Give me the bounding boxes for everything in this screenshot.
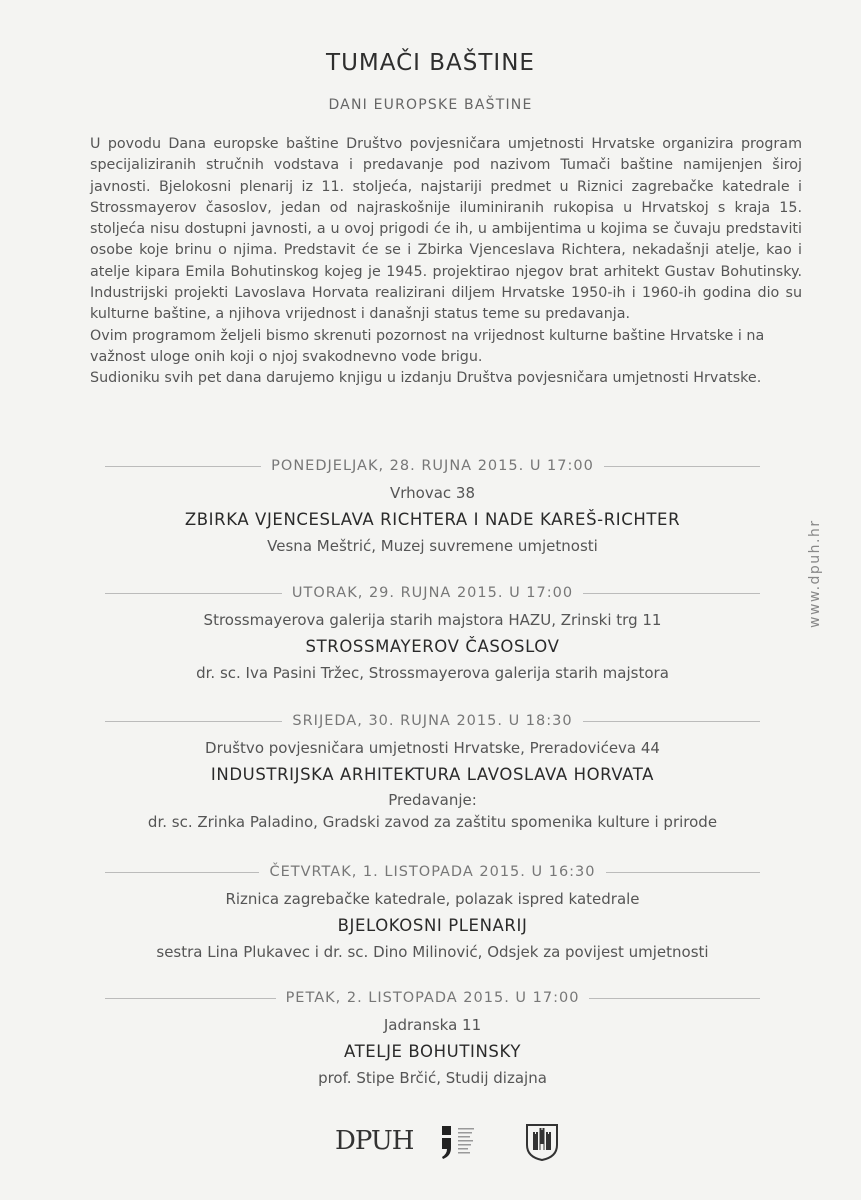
ministry-logo-mark: [440, 1122, 520, 1162]
event-speaker: dr. sc. Iva Pasini Tržec, Strossmayerova galerija starih majstora: [196, 664, 669, 682]
event-date-row: [105, 455, 760, 477]
event-date: PONEDJELJAK, 28. RUJNA 2015. U 17:00: [261, 455, 604, 477]
website-url: www.dpuh.hr: [807, 519, 823, 628]
intro-paragraph-2: Ovim programom željeli bismo skrenuti pozornost na vrijednost kulturne baštine Hrvatske i na važnost uloge onih koji o njoj svakodnevno vode brigu.: [90, 327, 765, 365]
event-location: Društvo povjesničara umjetnosti Hrvatske, Preradovićeva 44: [205, 739, 660, 757]
event-location: Riznica zagrebačke katedrale, polazak ispred katedrale: [225, 890, 640, 908]
event-speaker: dr. sc. Zrinka Paladino, Gradski zavod za zaštitu spomenika kulture i prirode: [147, 813, 718, 831]
event-1: [105, 455, 760, 556]
event-date-row: [105, 582, 760, 604]
event-note: Predavanje:: [388, 791, 477, 809]
event-speaker: sestra Lina Plukavec i dr. sc. Dino Milinović, Odsjek za povijest umjetnosti: [156, 943, 709, 961]
event-3: [105, 710, 760, 832]
event-speaker: Vesna Meštrić, Muzej suvremene umjetnosti: [267, 537, 598, 555]
event-title: INDUSTRIJSKA ARHITEKTURA LAVOSLAVA HORVATA: [210, 765, 655, 784]
event-date: SRIJEDA, 30. RUJNA 2015. U 18:30: [282, 710, 582, 732]
intro-paragraph-3: Sudioniku svih pet dana darujemo knjigu u izdanju Društva povjesničara umjetnosti Hrvatske.: [90, 370, 762, 387]
page-subtitle: DANI EUROPSKE BAŠTINE: [328, 97, 533, 113]
event-speaker: prof. Stipe Brčić, Studij dizajna: [318, 1069, 547, 1087]
event-date: UTORAK, 29. RUJNA 2015. U 17:00: [282, 582, 583, 604]
event-date-row: [105, 987, 760, 1009]
ministry-logo: [440, 1122, 520, 1166]
event-2: [105, 582, 760, 683]
zagreb-coat-of-arms-logo: [524, 1122, 560, 1166]
event-title: ATELJE BOHUTINSKY: [343, 1042, 521, 1061]
intro-paragraph-1: U povodu Dana europske baštine Društvo povjesničara umjetnosti Hrvatske organizira program specijaliziranih stručnih vodstava i predavanje pod nazivom Tumači baštine namijenjen široj javnosti. Bjelokosni plenarij iz 11. stoljeća, najstariji predmet u Riznici zagrebačke katedrale i Strossmayerov časoslov, jedan od najraskošnije iluminiranih rukopisa u Hrvatskoj s kraja 15. stoljeća nisu dostupni javnosti, a u ovoj prigodi će ih, u ambijentima u kojima se čuvaju predstaviti osobe koje brinu o njima. Predstavit će se i Zbirka Vjenceslava Richtera, nekadašnji atelje, kao i atelje kipara Emila Bohutinskog kojeg je 1945. projektirao njegov brat arhitekt Gustav Bohutinsky. Industrijski projekti Lavoslava Horvata realizirani diljem Hrvatske 1950-ih i 1960-ih godina dio su kulturne baštine, a njihova vrijednost i današnji status teme su predavanja.: [90, 136, 802, 323]
event-5: [105, 987, 760, 1088]
event-location: Vrhovac 38: [389, 484, 476, 502]
event-date: PETAK, 2. LISTOPADA 2015. U 17:00: [276, 987, 590, 1009]
event-date-row: [105, 710, 760, 732]
coat-of-arms-icon: [524, 1122, 560, 1162]
intro-text: [90, 134, 802, 390]
event-location: Strossmayerova galerija starih majstora HAZU, Zrinski trg 11: [203, 611, 662, 629]
event-4: [105, 861, 760, 962]
event-title: ZBIRKA VJENCESLAVA RICHTERA I NADE KAREŠ-RICHTER: [184, 510, 681, 529]
event-title: BJELOKOSNI PLENARIJ: [337, 916, 528, 935]
logo-row: [0, 1122, 861, 1162]
page-title: TUMAČI BAŠTINE: [326, 50, 535, 76]
event-date: ČETVRTAK, 1. LISTOPADA 2015. U 16:30: [259, 861, 605, 883]
event-date-row: [105, 861, 760, 883]
dpuh-logo: DPUH: [335, 1126, 414, 1156]
event-location: Jadranska 11: [383, 1016, 482, 1034]
event-title: STROSSMAYEROV ČASOSLOV: [305, 637, 560, 656]
